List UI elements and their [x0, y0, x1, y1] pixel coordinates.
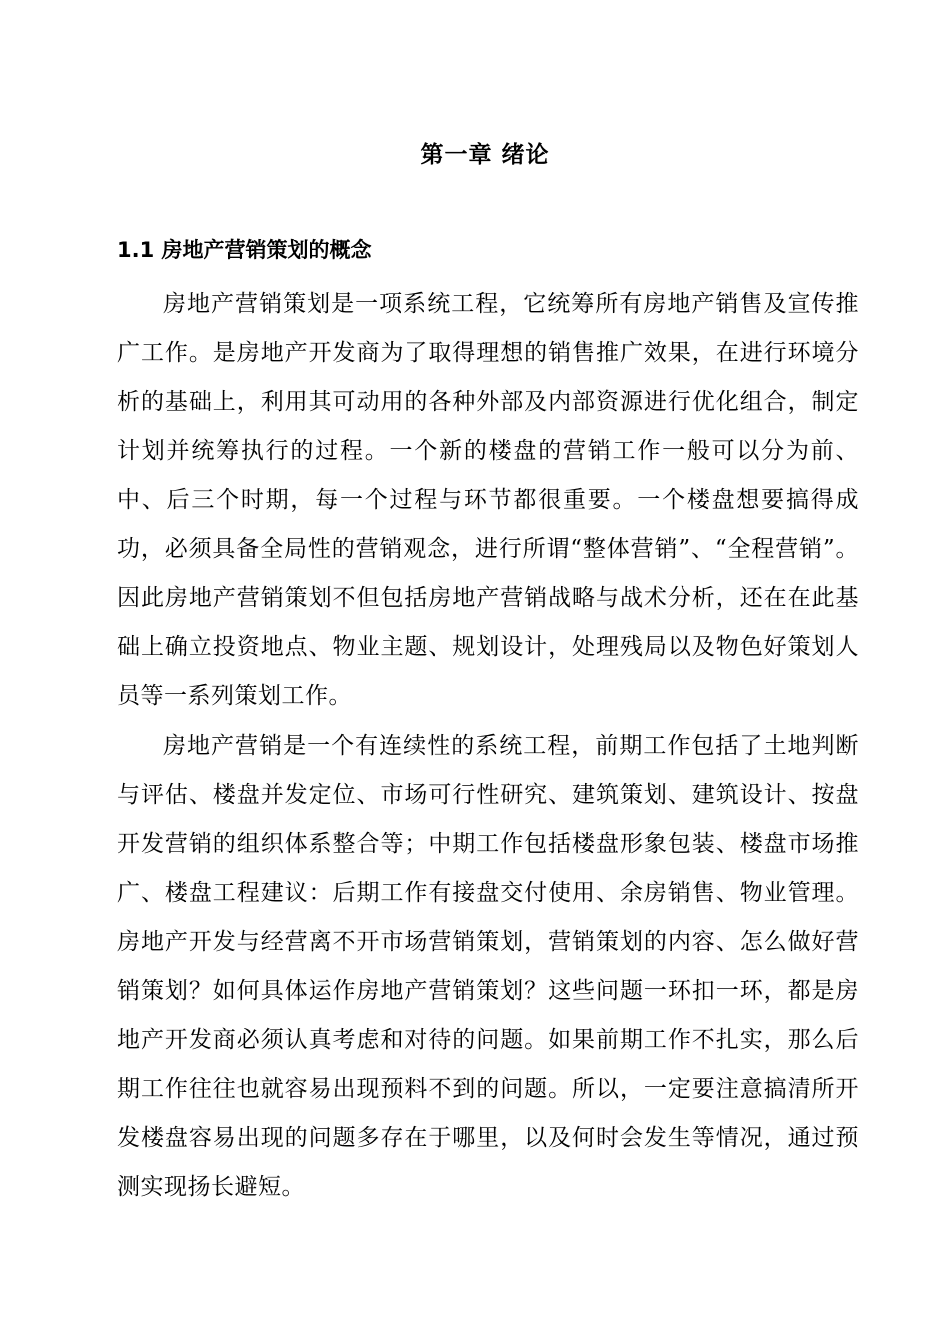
section-heading: 1.1 房地产营销策划的概念: [117, 238, 372, 262]
chapter-title: 第一章 绪论: [420, 142, 550, 168]
body-paragraph: 房地产营销策划是一项系统工程，它统筹所有房地产销售及宣传推广工作。是房地产开发商为了取得理想的销售推广效果，在进行环境分析的基础上，利用其可动用的各种外部及内部资源进行优化组合，制定计划并统筹执行的过程。一个新的楼盘的营销工作一般可以分为前、中、后三个时期，每一个过程与环节都很重要。一个楼盘想要搞得成功，必须具备全局性的营销观念，进行所谓“整体营销”、“全程营销”。因此房地产营销策划不但包括房地产营销战略与战术分析，还在在此基础上确立投资地点、物业主题、规划设计，处理残局以及物色好策划人员等一系列策划工作。: [117, 291, 859, 709]
body-paragraph: 房地产营销是一个有连续性的系统工程，前期工作包括了土地判断与评估、楼盘并发定位、市场可行性研究、建筑策划、建筑设计、按盘开发营销的组织体系整合等；中期工作包括楼盘形象包装、楼盘市场推广、楼盘工程建议：后期工作有接盘交付使用、余房销售、物业管理。房地产开发与经营离不开市场营销策划，营销策划的内容、怎么做好营销策划？如何具体运作房地产营销策划？这些问题一环扣一环，都是房地产开发商必须认真考虑和对待的问题。如果前期工作不扎实，那么后期工作往往也就容易出现预料不到的问题。所以，一定要注意搞清所开发楼盘容易出现的问题多存在于哪里，以及何时会发生等情况，通过预测实现扬长避短。: [117, 733, 859, 1200]
